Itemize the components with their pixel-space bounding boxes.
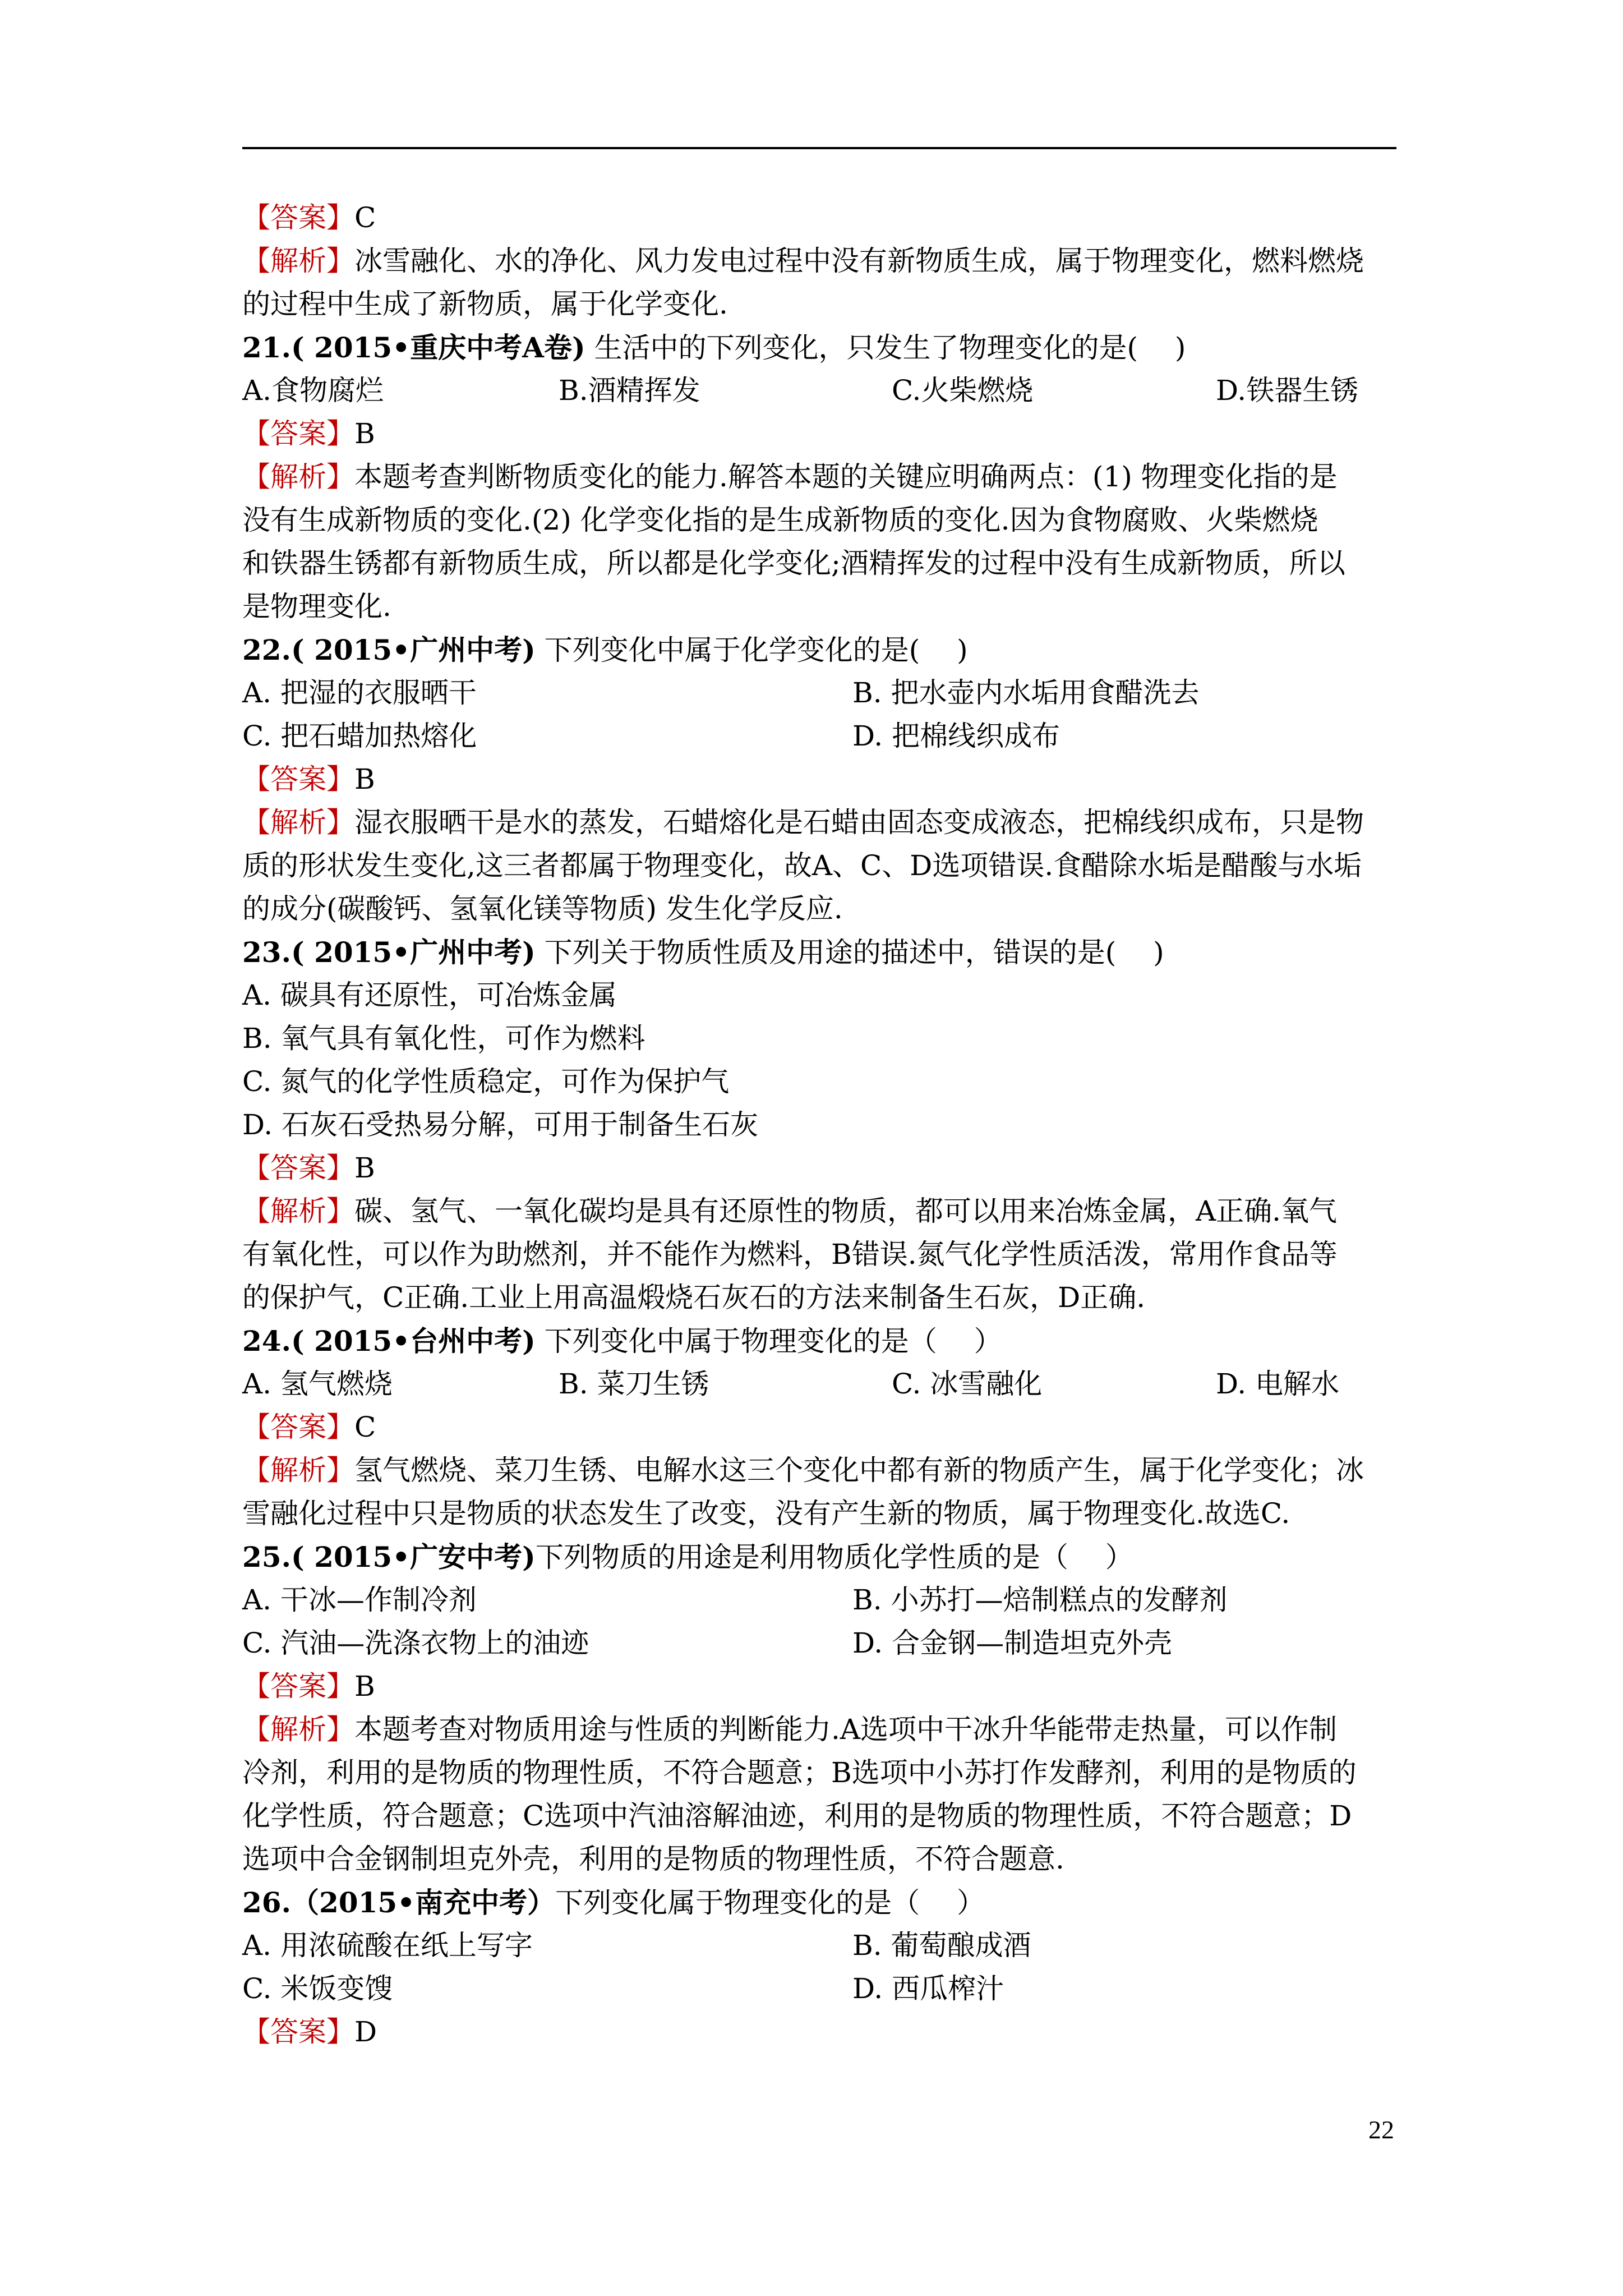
analysis-line <box>242 1795 1409 1838</box>
question-line <box>242 326 1409 369</box>
analysis-line <box>242 801 1409 844</box>
analysis-text: 雪融化过程中只是物质的状态发生了改变，没有产生新的物质，属于物理变化.故选C. <box>242 1497 1290 1530</box>
question-number: 25.( <box>242 1540 305 1573</box>
option: D. 西瓜榨汁 <box>852 1972 1004 2005</box>
answer-tag: 【答案】 <box>242 1670 354 1703</box>
question-source: 2015•广州中考) <box>304 633 536 666</box>
answer-value: C <box>354 1411 376 1443</box>
options-row <box>242 1579 1409 1622</box>
option: A. 氢气燃烧 <box>242 1368 393 1400</box>
analysis-text: 碳、氢气、一氧化碳均是具有还原性的物质，都可以用来冶炼金属，A正确.氧气 <box>354 1195 1338 1227</box>
analysis-line <box>242 1233 1409 1276</box>
analysis-line <box>242 1492 1409 1535</box>
option: D. 把棉线织成布 <box>852 720 1061 752</box>
analysis-text: 冷剂，利用的是物质的物理性质，不符合题意；B选项中小苏打作发酵剂，利用的是物质的 <box>242 1756 1357 1789</box>
answer-line <box>242 196 1409 240</box>
question-source: 2015•广州中考) <box>304 936 536 969</box>
answer-line <box>242 1665 1409 1708</box>
analysis-text: 冰雪融化、水的净化、风力发电过程中没有新物质生成，属于物理变化，燃料燃烧 <box>354 245 1364 277</box>
question-source: 2015•台州中考) <box>304 1324 536 1358</box>
analysis-line <box>242 499 1409 542</box>
analysis-text: 质的形状发生变化,这三者都属于物理变化，故A、C、D选项错误.食醋除水垢是醋酸与水垢 <box>242 849 1362 882</box>
analysis-tag: 【解析】 <box>242 1195 354 1227</box>
analysis-text: 化学性质，符合题意；C选项中汽油溶解油迹，利用的是物质的物理性质，不符合题意；D <box>242 1800 1352 1832</box>
analysis-tag: 【解析】 <box>242 245 354 277</box>
question-line <box>242 931 1409 974</box>
answer-tag: 【答案】 <box>242 1411 354 1443</box>
option <box>242 974 1409 1017</box>
option: B. 把水壶内水垢用食醋洗去 <box>852 677 1200 709</box>
analysis-text: 的保护气，C正确.工业上用高温煅烧石灰石的方法来制备生石灰，D正确. <box>242 1281 1146 1314</box>
document-body <box>242 196 1409 2054</box>
analysis-text: 和铁器生锈都有新物质生成，所以都是化学变化;酒精挥发的过程中没有生成新物质，所以 <box>242 547 1345 579</box>
question-line <box>242 628 1409 671</box>
analysis-line <box>242 455 1409 499</box>
answer-value: C <box>354 201 376 234</box>
analysis-text: 选项中合金钢制坦克外壳，利用的是物质的物理性质，不符合题意. <box>242 1843 1064 1875</box>
answer-value: B <box>354 417 375 450</box>
answer-line <box>242 1147 1409 1190</box>
option: D. 合金钢—制造坦克外壳 <box>852 1627 1173 1659</box>
header-rule <box>242 147 1396 149</box>
page-number: 22 <box>1368 2115 1394 2144</box>
question-number: 22.( <box>242 633 305 666</box>
options-row <box>242 671 1409 715</box>
option: C. 把石蜡加热熔化 <box>242 720 477 752</box>
answer-value: B <box>354 1152 375 1184</box>
question-line <box>242 1881 1409 1924</box>
question-number: 21.( <box>242 331 305 364</box>
question-source: 2015•重庆中考A卷) <box>304 331 585 364</box>
question-source: （2015•南充中考） <box>291 1886 556 1919</box>
analysis-line <box>242 283 1409 326</box>
analysis-line <box>242 1449 1409 1492</box>
question-stem: 下列变化中属于物理变化的是（ ） <box>535 1325 1002 1358</box>
option <box>242 1017 1409 1060</box>
answer-line <box>242 2010 1409 2054</box>
question-line <box>242 1319 1409 1363</box>
option: B.酒精挥发 <box>559 374 700 407</box>
option: A. 把湿的衣服晒干 <box>242 677 477 709</box>
analysis-text: 氢气燃烧、菜刀生锈、电解水这三个变化中都有新的物质产生，属于化学变化；冰 <box>354 1454 1364 1487</box>
options-row <box>242 1622 1409 1665</box>
option: C. 米饭变馊 <box>242 1972 393 2005</box>
analysis-tag: 【解析】 <box>242 806 354 839</box>
analysis-text: 本题考查判断物质变化的能力.解答本题的关键应明确两点：(1) 物理变化指的是 <box>354 461 1338 493</box>
options-row <box>242 1924 1409 1967</box>
question-number: 24.( <box>242 1324 305 1358</box>
analysis-text: 没有生成新物质的变化.(2) 化学变化指的是生成新物质的变化.因为食物腐败、火柴燃烧 <box>242 504 1318 536</box>
options-row <box>242 1967 1409 2010</box>
option: C.火柴燃烧 <box>892 374 1034 407</box>
answer-tag: 【答案】 <box>242 1152 354 1184</box>
option-text: D. 石灰石受热易分解，可用于制备生石灰 <box>242 1108 759 1141</box>
answer-tag: 【答案】 <box>242 417 354 450</box>
option <box>242 1060 1409 1103</box>
option: B. 菜刀生锈 <box>559 1368 709 1400</box>
analysis-tag: 【解析】 <box>242 461 354 493</box>
option: D. 电解水 <box>1216 1368 1340 1400</box>
answer-line <box>242 412 1409 455</box>
analysis-text: 有氧化性，可以作为助燃剂，并不能作为燃料，B错误.氮气化学性质活泼，常用作食品等 <box>242 1238 1338 1271</box>
question-stem: 下列变化中属于化学变化的是( ) <box>535 634 968 666</box>
answer-value: D <box>354 2016 377 2048</box>
option: D.铁器生锈 <box>1216 374 1359 407</box>
analysis-line <box>242 844 1409 887</box>
analysis-line <box>242 887 1409 931</box>
options-row <box>242 715 1409 758</box>
question-stem: 下列变化属于物理变化的是（ ） <box>555 1887 985 1919</box>
analysis-line <box>242 1190 1409 1233</box>
analysis-line <box>242 585 1409 628</box>
analysis-line <box>242 240 1409 283</box>
option-text: B. 氧气具有氧化性，可作为燃料 <box>242 1022 645 1055</box>
analysis-tag: 【解析】 <box>242 1454 354 1487</box>
analysis-text: 本题考查对物质用途与性质的判断能力.A选项中干冰升华能带走热量，可以作制 <box>354 1713 1338 1746</box>
question-number: 23.( <box>242 936 305 969</box>
question-line <box>242 1535 1409 1579</box>
answer-line <box>242 758 1409 801</box>
analysis-line <box>242 1751 1409 1795</box>
question-number: 26. <box>242 1886 291 1919</box>
option: B. 小苏打—焙制糕点的发酵剂 <box>852 1584 1228 1616</box>
option: A. 干冰—作制冷剂 <box>242 1584 477 1616</box>
analysis-tag: 【解析】 <box>242 1713 354 1746</box>
analysis-text: 湿衣服晒干是水的蒸发，石蜡熔化是石蜡由固态变成液态，把棉线织成布，只是物 <box>354 806 1364 839</box>
answer-tag: 【答案】 <box>242 201 354 234</box>
analysis-text: 的过程中生成了新物质，属于化学变化. <box>242 288 728 320</box>
analysis-line <box>242 1276 1409 1319</box>
analysis-line <box>242 1838 1409 1881</box>
option: A. 用浓硫酸在纸上写字 <box>242 1929 533 1962</box>
analysis-line <box>242 1708 1409 1751</box>
answer-line <box>242 1406 1409 1449</box>
question-source: 2015•广安中考) <box>304 1540 536 1573</box>
option: B. 葡萄酿成酒 <box>852 1929 1031 1962</box>
analysis-line <box>242 542 1409 585</box>
options-row <box>242 1363 1409 1406</box>
option-text: A. 碳具有还原性，可冶炼金属 <box>242 979 617 1011</box>
answer-tag: 【答案】 <box>242 2016 354 2048</box>
option: C. 冰雪融化 <box>892 1368 1043 1400</box>
option-text: C. 氮气的化学性质稳定，可作为保护气 <box>242 1065 730 1098</box>
analysis-text: 的成分(碳酸钙、氢氧化镁等物质) 发生化学反应. <box>242 892 843 925</box>
answer-value: B <box>354 1670 375 1703</box>
options-row <box>242 369 1409 412</box>
question-stem: 下列物质的用途是利用物质化学性质的是（ ） <box>535 1541 1133 1573</box>
answer-value: B <box>354 763 375 795</box>
analysis-text: 是物理变化. <box>242 590 391 623</box>
question-stem: 生活中的下列变化，只发生了物理变化的是( ) <box>585 332 1186 364</box>
option <box>242 1103 1409 1147</box>
option: C. 汽油—洗涤衣物上的油迹 <box>242 1627 589 1659</box>
option: A.食物腐烂 <box>242 374 384 407</box>
question-stem: 下列关于物质性质及用途的描述中，错误的是( ) <box>535 936 1164 969</box>
answer-tag: 【答案】 <box>242 763 354 795</box>
